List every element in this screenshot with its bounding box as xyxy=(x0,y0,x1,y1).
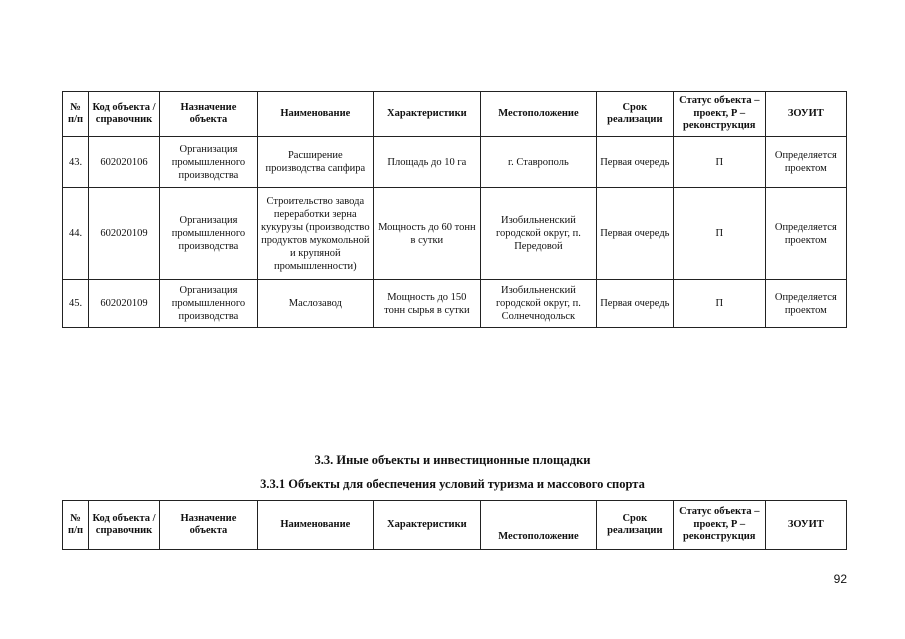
table-header-row xyxy=(63,92,847,137)
header-term: Срок реализации xyxy=(596,92,673,137)
header-purpose: Назначение объекта xyxy=(159,92,257,137)
cell-purpose: Организация промышленного производства xyxy=(159,137,257,188)
cell-purpose: Организация промышленного производства xyxy=(159,280,257,328)
cell-code: 602020109 xyxy=(89,280,160,328)
cell-num: 44. xyxy=(63,188,89,280)
header-name: Наименование xyxy=(257,92,373,137)
cell-zouit: Определяется проектом xyxy=(765,188,846,280)
header-purpose: Назначение объекта xyxy=(159,501,257,550)
header-num: № п/п xyxy=(63,92,89,137)
cell-zouit: Определяется проектом xyxy=(765,280,846,328)
table-header-row xyxy=(63,501,847,550)
cell-location: г. Ставрополь xyxy=(481,137,597,188)
cell-num: 45. xyxy=(63,280,89,328)
table-row xyxy=(63,137,847,188)
cell-purpose: Организация промышленного производства xyxy=(159,188,257,280)
objects-table xyxy=(62,91,847,328)
cell-code: 602020106 xyxy=(89,137,160,188)
header-location: Местоположение xyxy=(481,92,597,137)
header-num: № п/п xyxy=(63,501,89,550)
cell-status: П xyxy=(673,188,765,280)
cell-name: Маслозавод xyxy=(257,280,373,328)
header-location: Местоположение xyxy=(481,501,597,550)
header-characteristics: Характеристики xyxy=(373,501,480,550)
cell-term: Первая очередь xyxy=(596,280,673,328)
cell-status: П xyxy=(673,280,765,328)
header-status: Статус объекта – проект, Р – реконструкция xyxy=(673,92,765,137)
header-code: Код объекта / справочник xyxy=(89,501,160,550)
cell-location: Изобильненский городской округ, п. Передовой xyxy=(481,188,597,280)
cell-term: Первая очередь xyxy=(596,188,673,280)
cell-characteristics: Мощность до 150 тонн сырья в сутки xyxy=(373,280,480,328)
cell-characteristics: Мощность до 60 тонн в сутки xyxy=(373,188,480,280)
page-number: 92 xyxy=(833,572,847,586)
cell-name: Расширение производства сапфира xyxy=(257,137,373,188)
header-code: Код объекта / справочник xyxy=(89,92,160,137)
cell-characteristics: Площадь до 10 га xyxy=(373,137,480,188)
cell-name: Строительство завода переработки зерна кукурузы (производство продуктов мукомольной и крупяной промышленности) xyxy=(257,188,373,280)
header-characteristics: Характеристики xyxy=(373,92,480,137)
header-zouit: ЗОУИТ xyxy=(765,92,846,137)
cell-status: П xyxy=(673,137,765,188)
cell-term: Первая очередь xyxy=(596,137,673,188)
cell-num: 43. xyxy=(63,137,89,188)
table-row xyxy=(63,280,847,328)
table-row xyxy=(63,188,847,280)
header-zouit: ЗОУИТ xyxy=(765,501,846,550)
header-name: Наименование xyxy=(257,501,373,550)
cell-zouit: Определяется проектом xyxy=(765,137,846,188)
cell-location: Изобильненский городской округ, п. Солнечнодольск xyxy=(481,280,597,328)
section-heading: 3.3. Иные объекты и инвестиционные площадки xyxy=(314,453,591,467)
cell-code: 602020109 xyxy=(89,188,160,280)
header-term: Срок реализации xyxy=(596,501,673,550)
header-status: Статус объекта – проект, Р – реконструкция xyxy=(673,501,765,550)
tourism-objects-table xyxy=(62,500,847,550)
subsection-heading: 3.3.1 Объекты для обеспечения условий туризма и массового спорта xyxy=(260,477,645,491)
